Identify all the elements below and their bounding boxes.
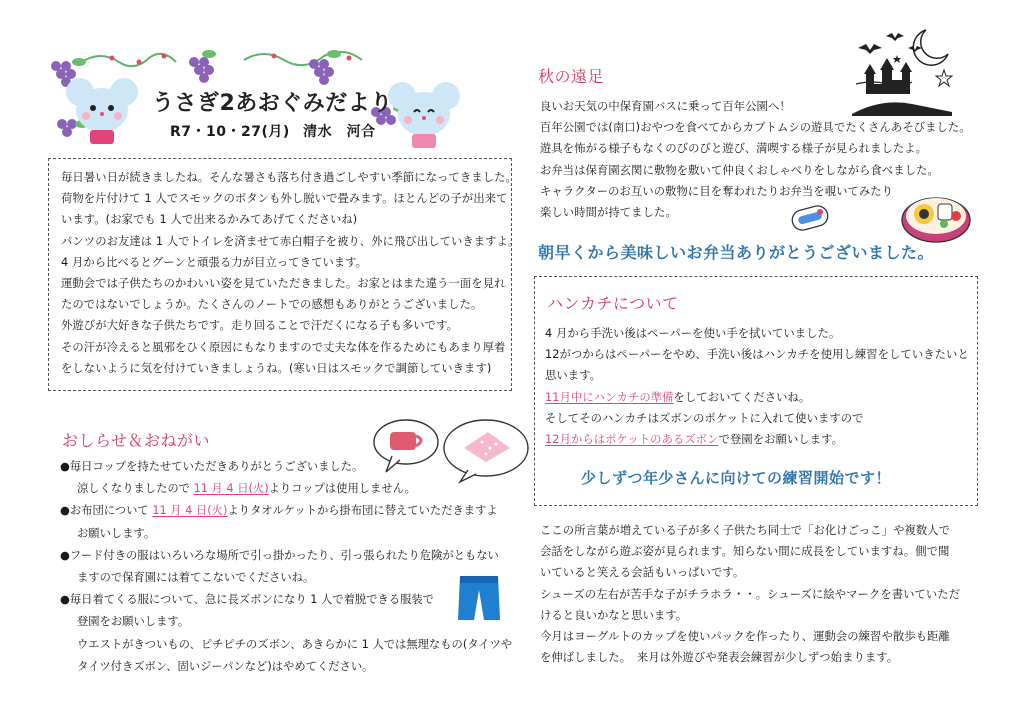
closing-line: 会話をしながら遊ぶ姿が見られます。知らない間に成長をしていますね。側で聞 (540, 545, 950, 559)
page-title: うさぎ2あおぐみだより (152, 91, 393, 116)
intro-line: をしないように気を付けていきましょうね。(寒い日はスモックで調節していきます) (61, 361, 492, 375)
intro-line: います。(お家でも 1 人で出来るかみてあげてくださいね) (61, 213, 358, 227)
closing-line: 今月はヨーグルトのカップを使いパックを作ったり、運動会の練習や散歩も距離 (540, 630, 950, 644)
intro-line: 外遊びが大好きな子供たちです。走り回ることで汗だくになる子も多いです。 (61, 319, 458, 333)
notice-text: 涼しくなりましたので (77, 482, 194, 496)
date-text: R7・10・27(月) (170, 124, 290, 140)
notice-text: よりタオルケットから掛布団に替えていただきますよ (227, 504, 498, 518)
teacher-names: 清水 河合 (303, 124, 376, 140)
handkerchief-line (545, 429, 969, 450)
intro-line: 毎日暑い日が続きましたね。そんな暑さも落ち付き過ごしやすい季節になってきました。 (61, 171, 517, 184)
excursion-line: キャラクターのお互いの敷物に目を奪われたりお弁当を覗いてみたり (540, 184, 894, 198)
notice-date-link: 11 月 4 日(火) (152, 504, 228, 518)
pants-icon (454, 572, 504, 624)
intro-line: 4 月から比べるとグーンと頑張る力が目立ってきています。 (61, 255, 368, 269)
intro-line: 運動会では子供たちのかわいい姿を見ていただきました。お家とはまた違う一面を見れ (61, 277, 506, 291)
handkerchief-box (534, 276, 978, 506)
notice-item-3: ●フード付きの服はいろいろな場所で引っ掛かったり、引っ張られたり危険がともない (60, 548, 499, 562)
excursion-line: 楽しい時間が持てました。 (540, 206, 677, 220)
notice-item-2-detail: お願いします。 (77, 526, 156, 540)
notice-item-2 (60, 500, 512, 522)
notice-item-3-detail: ますので保育園には着てこないでくださいね。 (77, 571, 315, 585)
handkerchief-text: で登園をお願いします。 (718, 433, 844, 447)
closing-line: を伸ばしました。 来月は外遊びや発表会練習が少しずつ始まります。 (540, 651, 899, 665)
handkerchief-title: ハンカチについて (547, 294, 679, 313)
closing-line: いていると笑える会話もいっぱいです。 (540, 566, 745, 580)
handkerchief-line: 思います。 (545, 369, 602, 383)
intro-line: 荷物を片付けて 1 人でスモックのボタンも外し脱いで畳みます。ほとんどの子が出来て (61, 192, 508, 206)
closing-line: シューズの左右が苦手な子がチラホラ・・。シューズに絵やマークを書いていただ (540, 587, 961, 601)
intro-line: たのではないでしょうか。たくさんのノートでの感想もありがとうございました。 (61, 298, 483, 312)
issue-date (170, 121, 376, 141)
intro-box (48, 158, 520, 391)
excursion-line: 良いお天気の中保育園バスに乗って百年公園へ！ (540, 100, 791, 113)
mouse-right-icon (384, 80, 464, 150)
handkerchief-closing: 少しずつ年少さんに向けての練習開始です！ (581, 469, 892, 487)
intro-line: パンツのお友達は 1 人でトイレを済ませて赤白帽子を被り、外に飛び出していきますよ。 (61, 234, 520, 248)
bento-box-icon (900, 190, 972, 246)
excursion-line: お弁当は保育園玄関に敷物を敷いて仲良くおしゃべりをしながら食べました。 (540, 163, 939, 177)
toy-icon (788, 200, 832, 236)
mouse-left-icon (62, 76, 142, 146)
handkerchief-text: をしておいてくださいね。 (673, 390, 811, 404)
closing-line: ここの所言葉が増えている子が多く子供たち同士で「お化けごっこ」や複数人で (540, 524, 951, 537)
notice-item-4-detail: ウエストがきついもの、ピチピチのズボン、あきらかに 1 人では無理なもの(タイツや (77, 637, 513, 651)
handkerchief-pocket-link: 12月からはポケットのあるズボン (545, 433, 719, 447)
closing-line: けると良いかなと思います。 (540, 608, 688, 622)
notice-item-1-detail (60, 478, 512, 500)
notice-text: ●お布団について (60, 504, 153, 518)
notices-list (60, 456, 512, 678)
notice-item-4: ●毎日着てくる服について、急に長ズボンになり 1 人で着脱できる服装で (60, 593, 434, 607)
excursion-line: 遊具を怖がる様子もなくのびのびと遊び、満喫する様子が見られましたよ。 (540, 142, 928, 156)
notice-text: よりコップは使用しません。 (268, 482, 416, 496)
handkerchief-line: そしてそのハンカチはズボンのポケットに入れて使いますので (545, 411, 864, 425)
notices-title: おしらせ＆おねがい (62, 431, 211, 450)
excursion-line: 百年公園では(南口)おやつを食べてからカブトムシの遊具でたくさんあそびました。 (540, 121, 971, 135)
handkerchief-line: 12がつからはペーパーをやめ、手洗い後はハンカチを使用し練習をしていきたいと (545, 348, 969, 362)
intro-line: その汗が冷えると風邪をひく原因にもなりますので丈夫な体を作るためにもあまり厚着 (61, 340, 506, 354)
closing-text (540, 520, 960, 668)
notice-item-4-detail: タイツ付きズボン、固いジーパンなど)はやめてください。 (77, 659, 374, 673)
excursion-thanks: 朝早くから美味しいお弁当ありがとうございました。 (538, 243, 935, 262)
notice-item-4-detail: 登園をお願いします。 (77, 615, 190, 629)
notice-date-link: 11 月 4 日(火) (193, 482, 269, 496)
excursion-title: 秋の遠足 (538, 67, 605, 86)
handkerchief-prep-link: 11月中にハンカチの準備 (545, 390, 674, 404)
notice-item-1: ●毎日コップを持たせていただきありがとうございました。 (60, 460, 364, 473)
handkerchief-line (545, 387, 969, 408)
handkerchief-line: 4 月から手洗い後はペーパーを使い手を拭いていました。 (545, 327, 841, 340)
